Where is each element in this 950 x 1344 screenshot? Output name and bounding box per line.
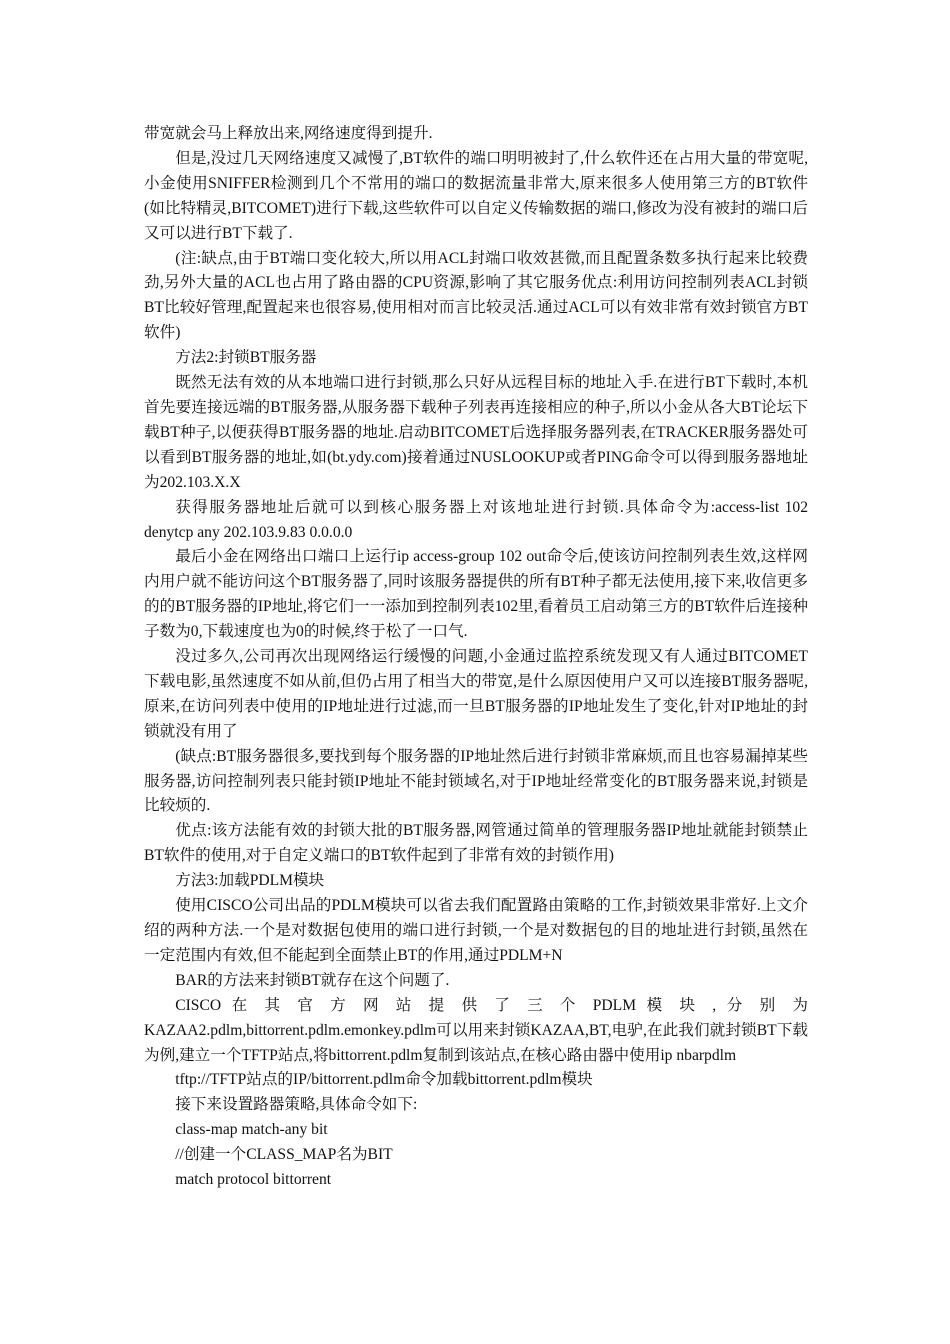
paragraph-3: (注:缺点,由于BT端口变化较大,所以用ACL封端口收效甚微,而且配置条数多执行起来比较费劲,另外大量的ACL也占用了路由器的CPU资源,影响了其它服务优点:利用访问控制列表ACL封锁BT比较好管理,配置起来也很容易,使用相对而言比较灵活.通过ACL可以有效非常有效封锁官方BT软件): [144, 249, 808, 342]
code-line-5: match protocol bittorrent: [175, 1171, 332, 1189]
paragraph-8: 没过多久,公司再次出现网络运行缓慢的问题,小金通过监控系统发现又有人通过BITCOMET下载电影,虽然速度不如从前,但仍占用了相当大的带宽,是什么原因使用户又可以连接BT服务器呢,原来,在访问列表中使用的IP地址进行过滤,而一旦BT服务器的IP地址发生了变化,针对IP地址的封锁就没有用了: [144, 648, 808, 740]
document-page: [144, 122, 808, 1193]
code-line-3: class-map match-any bit: [175, 1121, 328, 1139]
code-line-4: //创建一个CLASS_MAP名为BIT: [175, 1146, 393, 1164]
paragraph-14: CISCO 在 其 官 方 网 站 提 供 了 三 个 PDLM 模 块 , 分 别 为: [175, 996, 808, 1014]
paragraph-15: KAZAA2.pdlm,bittorrent.pdlm.emonkey.pdlm可以用来封锁KAZAA,BT,电驴,在此我们就封锁BT下载为例,建立一个TFTP站点,将bittorrent.pdlm复制到该站点,在核心路由器中使用ip nbarpdlm: [144, 1021, 808, 1064]
paragraph-7: 最后小金在网络出口端口上运行ip access-group 102 out命令后,使该访问控制列表生效,这样网内用户就不能访问这个BT服务器了,同时该服务器提供的所有BT种子都无法使用,接下来,收信更多的的BT服务器的IP地址,将它们一一添加到控制列表102里,看着员工启动第三方的BT软件后连接种子数为0,下载速度也为0的时候,终于松了一口气.: [144, 548, 808, 641]
paragraph-12: 使用CISCO公司出品的PDLM模块可以省去我们配置路由策略的工作,封锁效果非常好.上文介绍的两种方法.一个是对数据包使用的端口进行封锁,一个是对数据包的目的地址进行封锁,虽然在一定范围内有效,但不能起到全面禁止BT的作用,通过PDLM+N: [144, 897, 808, 964]
paragraph-9: (缺点:BT服务器很多,要找到每个服务器的IP地址然后进行封锁非常麻烦,而且也容易漏掉某些服务器,访问控制列表只能封锁IP地址不能封锁域名,对于IP地址经常变化的BT服务器来说,封锁是比较烦的.: [144, 747, 808, 815]
paragraph-6: 获得服务器地址后就可以到核心服务器上对该地址进行封锁.具体命令为:access-list 102 denytcp any 202.103.9.83 0.0.0.0: [144, 498, 808, 541]
paragraph-5: 既然无法有效的从本地端口进行封锁,那么只好从远程目标的地址入手.在进行BT下载时,本机首先要连接远端的BT服务器,从服务器下载种子列表再连接相应的种子,所以小金从各大BT论坛下载BT种子,以便获得BT服务器的地址.启动BITCOMET后选择服务器列表,在TRACKER服务器处可以看到BT服务器的地址,如(bt.ydy.com)接着通过NUSLOOKUP或者PING命令可以得到服务器地址为202.103.X.X: [144, 374, 808, 491]
method-3-heading: 方法3:加载PDLM模块: [175, 872, 325, 890]
paragraph-1: 带宽就会马上释放出来,网络速度得到提升.: [144, 125, 433, 142]
code-line-2: 接下来设置路器策略,具体命令如下:: [175, 1096, 418, 1114]
paragraph-10: 优点:该方法能有效的封锁大批的BT服务器,网管通过简单的管理服务器IP地址就能封锁禁止BT软件的使用,对于自定义端口的BT软件起到了非常有效的封锁作用): [144, 822, 808, 865]
method-2-heading: 方法2:封锁BT服务器: [175, 349, 317, 367]
code-line-1: tftp://TFTP站点的IP/bittorrent.pdlm命令加载bittorrent.pdlm模块: [175, 1071, 593, 1089]
paragraph-13: BAR的方法来封锁BT就存在这个问题了.: [175, 971, 450, 989]
paragraph-2: 但是,没过几天网络速度又减慢了,BT软件的端口明明被封了,什么软件还在占用大量的带宽呢,小金使用SNIFFER检测到几个不常用的端口的数据流量非常大,原来很多人使用第三方的BT软件(如比特精灵,BITCOMET)进行下载,这些软件可以自定义传输数据的端口,修改为没有被封的端口后又可以进行BT下载了.: [144, 149, 808, 242]
